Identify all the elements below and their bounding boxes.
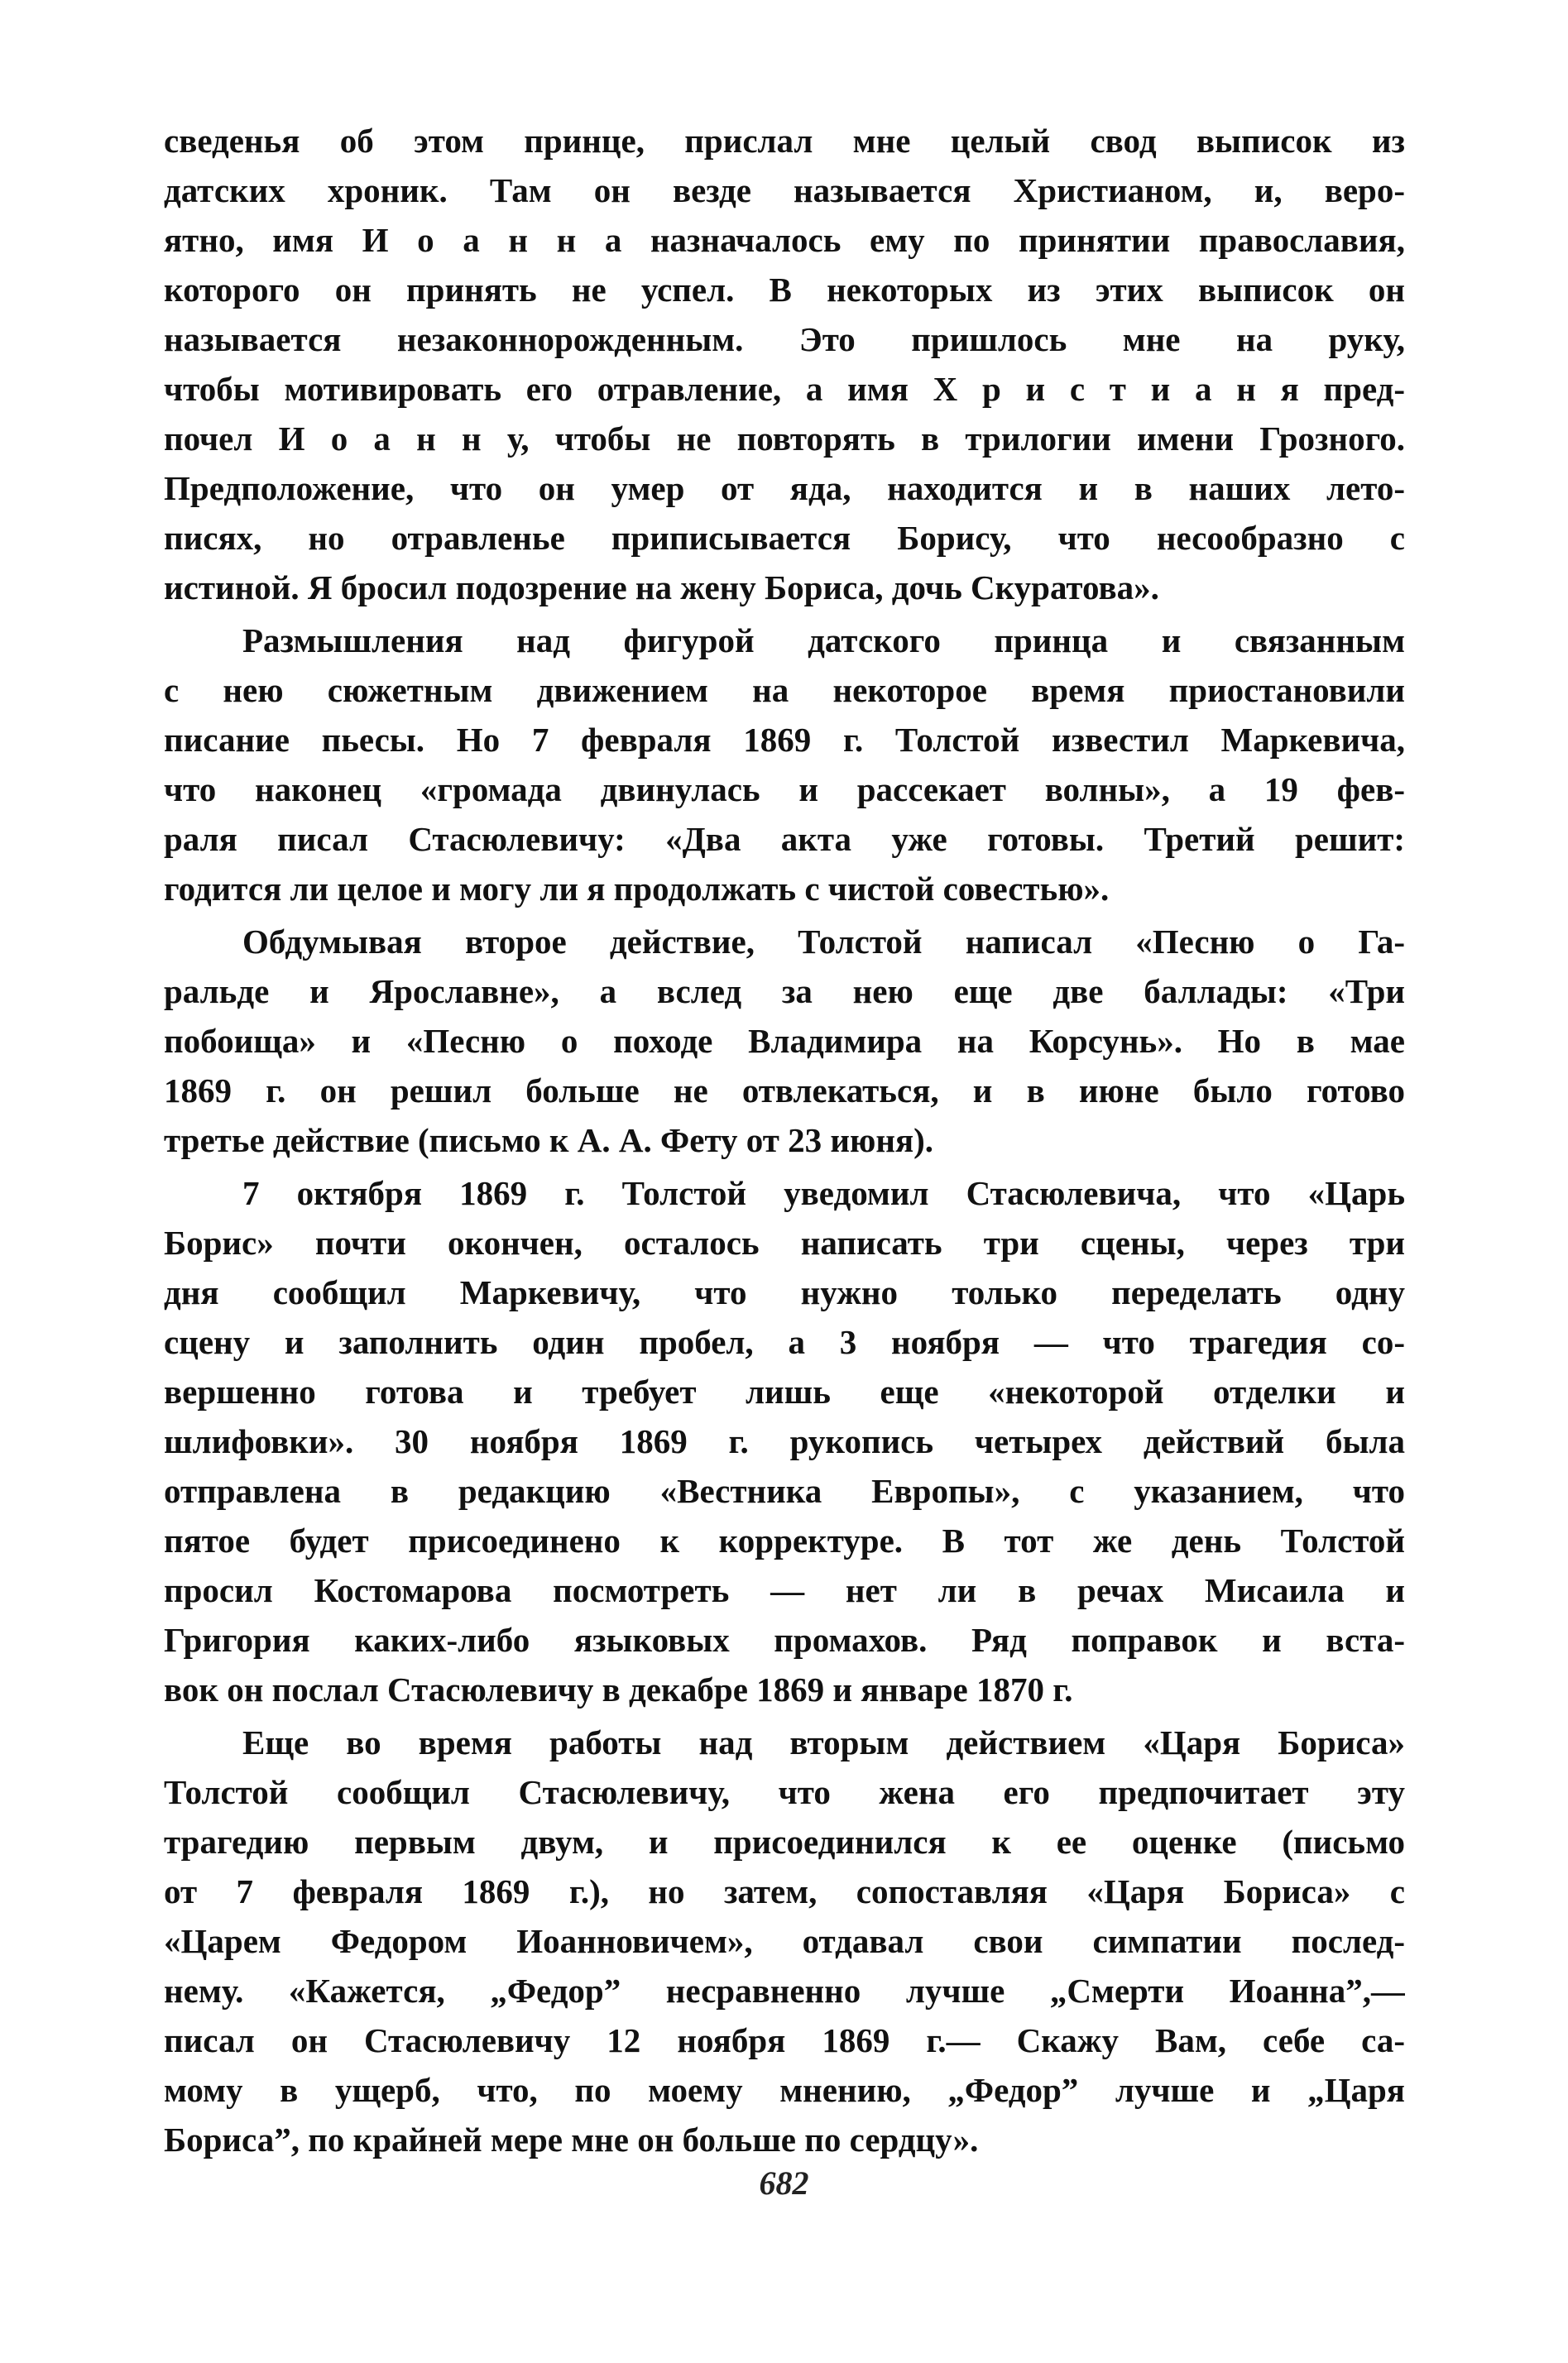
text-line: отправлена в редакцию «Вестника Европы», с указанием, что <box>164 1472 1405 1510</box>
text-line: писание пьесы. Но 7 февраля 1869 г. Толстой известил Маркевича, <box>164 721 1405 759</box>
text-line: Борис» почти окончен, осталось написать три сцены, через три <box>164 1224 1405 1262</box>
paragraph-5 <box>164 1718 1405 2164</box>
text-line: раля писал Стасюлевичу: «Два акта уже готовы. Третий решит: <box>164 820 1405 858</box>
text-line: от 7 февраля 1869 г.), но затем, сопоставляя «Царя Бориса» с <box>164 1872 1405 1910</box>
text-line: Григория каких-либо языковых промахов. Ряд поправок и вста- <box>164 1621 1405 1659</box>
text-line: пятое будет присоединено к корректуре. В тот же день Толстой <box>164 1522 1405 1560</box>
text-line: сцену и заполнить один пробел, а 3 ноября — что трагедия со- <box>164 1323 1405 1361</box>
page-number: 682 <box>759 2164 809 2202</box>
text-line: шлифовки». 30 ноября 1869 г. рукопись четырех действий была <box>164 1422 1405 1460</box>
text-line: ральде и Ярославне», а вслед за нею еще две баллады: «Три <box>164 972 1405 1010</box>
text-line: истиной. Я бросил подозрение на жену Бориса, дочь Скуратова». <box>164 568 1159 606</box>
text-line: с нею сюжетным движением на некоторое время приостановили <box>164 671 1405 709</box>
text-line: вершенно готова и требует лишь еще «некоторой отделки и <box>164 1373 1405 1411</box>
text-line: Бориса”, по крайней мере мне он больше по сердцу». <box>164 2121 979 2159</box>
text-line: Предположение, что он умер от яда, находится и в наших лето- <box>164 469 1405 507</box>
text-line: вок он послал Стасюлевичу в декабре 1869 и январе 1870 г. <box>164 1670 1073 1709</box>
text-line: писях, но отравленье приписывается Борису, что несообразно с <box>164 519 1405 557</box>
text-line: Толстой сообщил Стасюлевичу, что жена его предпочитает эту <box>164 1773 1405 1811</box>
text-line: Обдумывая второе действие, Толстой написал «Песню о Га- <box>242 923 1405 961</box>
text-line: третье действие (письмо к А. А. Фету от 23 июня). <box>164 1121 934 1159</box>
text-line: трагедию первым двум, и присоединился к ее оценке (письмо <box>164 1823 1405 1861</box>
text-line: 1869 г. он решил больше не отвлекаться, и в июне было готово <box>164 1071 1405 1110</box>
paragraph-2 <box>164 616 1405 913</box>
text-line: называется незаконнорожденным. Это пришлось мне на руку, <box>164 320 1405 358</box>
paragraph-4 <box>164 1168 1405 1714</box>
text-line: писал он Стасюлевичу 12 ноября 1869 г.— Скажу Вам, себе са- <box>164 2021 1405 2059</box>
text-line: дня сообщил Маркевичу, что нужно только переделать одну <box>164 1273 1405 1311</box>
text-line: которого он принять не успел. В некоторых из этих выписок он <box>164 271 1405 309</box>
text-line: мому в ущерб, что, по моему мнению, „Федор” лучше и „Царя <box>164 2071 1405 2109</box>
text-line: почел И о а н н у, чтобы не повторять в трилогии имени Грозного. <box>164 419 1405 458</box>
text-line: чтобы мотивировать его отравление, а имя Х р и с т и а н я пред- <box>164 370 1405 408</box>
paragraph-1 <box>164 116 1405 612</box>
text-line: 7 октября 1869 г. Толстой уведомил Стасюлевича, что «Царь <box>242 1174 1405 1212</box>
text-line: что наконец «громада двинулась и рассекает волны», а 19 фев- <box>164 770 1405 808</box>
text-line: просил Костомарова посмотреть — нет ли в речах Мисаила и <box>164 1571 1405 1609</box>
text-line: датских хроник. Там он везде называется Христианом, и, веро- <box>164 171 1405 209</box>
text-line: ятно, имя И о а н н а назначалось ему по принятии православия, <box>164 221 1405 259</box>
text-line: «Царем Федором Иоанновичем», отдавал свои симпатии послед- <box>164 1922 1405 1960</box>
text-line: сведенья об этом принце, прислал мне целый свод выписок из <box>164 122 1405 160</box>
text-line: побоища» и «Песню о походе Владимира на Корсунь». Но в мае <box>164 1022 1405 1060</box>
text-line: нему. «Кажется, „Федор” несравненно лучше „Смерти Иоанна”,— <box>164 1972 1405 2010</box>
text-line: годится ли целое и могу ли я продолжать с чистой совестью». <box>164 870 1110 908</box>
text-line: Еще во время работы над вторым действием «Царя Бориса» <box>242 1723 1405 1761</box>
text-line: Размышления над фигурой датского принца и связанным <box>242 621 1405 659</box>
paragraph-3 <box>164 917 1405 1165</box>
page-body <box>164 116 1405 2164</box>
